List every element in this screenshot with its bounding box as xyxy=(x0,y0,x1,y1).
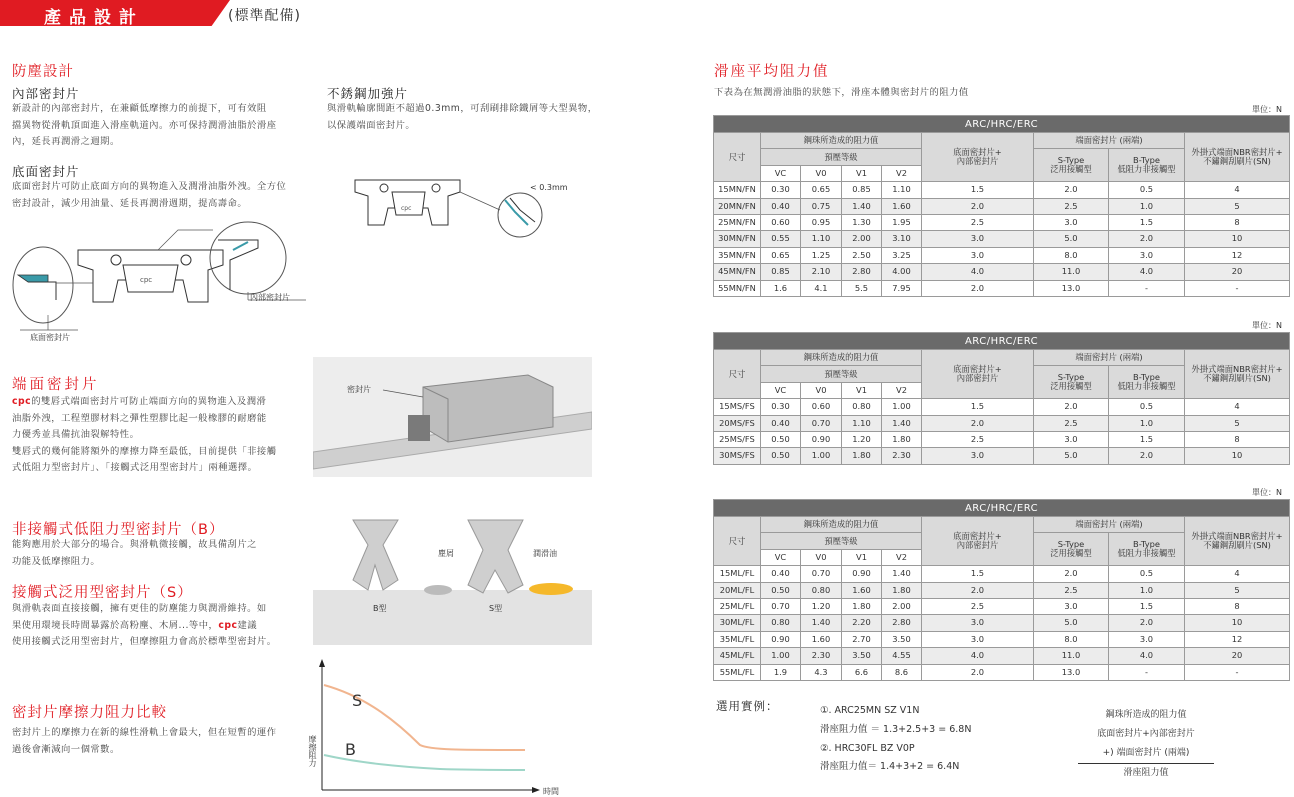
type-s-title: 接觸式泛用型密封片（S） xyxy=(12,585,193,601)
table-cell: 0.5 xyxy=(1109,566,1185,582)
steel-plate-text: 與滑軌輪廓間距不超過0.3mm，可刮刷排除鐵屑等大型異物， 以保護端面密封片。 xyxy=(327,103,598,131)
table-row xyxy=(714,431,1290,447)
example-2: ②. HRC30FL BZ V0P xyxy=(820,742,915,754)
table-row xyxy=(714,598,1290,614)
table-cell: 1.0 xyxy=(1109,198,1185,214)
table-cell: 2.0 xyxy=(922,280,1034,296)
formula-line-2: 底面密封片+內部密封片 xyxy=(1097,729,1195,739)
end-seal-title: 端面密封片 xyxy=(12,377,100,393)
table-cell: 2.5 xyxy=(922,598,1034,614)
table-cell: 0.90 xyxy=(761,631,801,647)
table-row xyxy=(714,247,1290,263)
table-cell: 0.50 xyxy=(761,448,801,464)
table-cell: 0.60 xyxy=(801,399,842,415)
table-cell: 5.0 xyxy=(1034,231,1109,247)
table-cell: 2.5 xyxy=(922,431,1034,447)
table-cell: 5 xyxy=(1185,198,1290,214)
table-cell: 1.9 xyxy=(761,664,801,680)
svg-text:cpc: cpc xyxy=(140,276,153,284)
v1-header: V1 xyxy=(842,382,882,398)
table-cell: 0.40 xyxy=(761,415,801,431)
table-cell: 2.0 xyxy=(1034,566,1109,582)
size-header: 尺寸 xyxy=(714,350,761,399)
table-cell: 4 xyxy=(1185,182,1290,198)
type-b-text: 能夠應用於大部分的場合。與滑軌微接觸，故具備刮片之 功能及低摩擦阻力。 xyxy=(12,539,257,567)
v0-header: V0 xyxy=(801,549,842,565)
table-cell: 3.0 xyxy=(1034,214,1109,230)
table-cell: 0.40 xyxy=(761,198,801,214)
v2-header: V2 xyxy=(882,165,922,181)
table-family-header: ARC/HRC/ERC xyxy=(714,116,1290,133)
table-cell: 1.40 xyxy=(842,198,882,214)
table-cell: 1.10 xyxy=(801,231,842,247)
preload-header: 預壓等級 xyxy=(761,533,922,549)
table-cell: 8.6 xyxy=(882,664,922,680)
resistance-table-1 xyxy=(713,115,1290,297)
seal-type-diagram xyxy=(313,515,592,645)
formula-line-1: 鋼珠所造成的阻力值 xyxy=(1105,710,1187,720)
table-row xyxy=(714,280,1290,296)
table-cell: 0.50 xyxy=(761,431,801,447)
table-cell: 11.0 xyxy=(1034,648,1109,664)
table-row xyxy=(714,566,1290,582)
vc-header: VC xyxy=(761,165,801,181)
unit-label-3: 單位：N xyxy=(1252,488,1282,497)
size-header: 尺寸 xyxy=(714,517,761,566)
external-seal-header: 外掛式端面NBR密封片+ 不鏽鋼刮刷片(SN) xyxy=(1185,350,1290,399)
page-title: 產品設計 xyxy=(44,8,144,28)
external-seal-header: 外掛式端面NBR密封片+ 不鏽鋼刮刷片(SN) xyxy=(1185,133,1290,182)
table-row xyxy=(714,399,1290,415)
resistance-title: 滑座平均阻力值 xyxy=(714,64,830,80)
table-cell: 20MS/FS xyxy=(714,415,761,431)
table-cell: 5.0 xyxy=(1034,448,1109,464)
table-cell: 3.10 xyxy=(882,231,922,247)
table-cell: 3.0 xyxy=(1109,631,1185,647)
table-cell: 1.0 xyxy=(1109,582,1185,598)
table-cell: 1.5 xyxy=(922,399,1034,415)
table-cell: 2.10 xyxy=(801,264,842,280)
cpc-brand-2: cpc xyxy=(218,619,238,631)
example-2-calc: 滑座阻力值＝ 1.4+3+2 = 6.4N xyxy=(820,761,960,773)
friction-xlabel: 時間 xyxy=(543,787,559,796)
table-cell: 0.30 xyxy=(761,182,801,198)
b-curve-label: B xyxy=(345,740,356,759)
end-seal-header: 端面密封片 (兩端) xyxy=(1034,517,1185,533)
preload-header: 預壓等級 xyxy=(761,366,922,382)
table-cell: 8 xyxy=(1185,598,1290,614)
table-cell: 25ML/FL xyxy=(714,598,761,614)
table-cell: 15ML/FL xyxy=(714,566,761,582)
example-1-calc: 滑座阻力值 ＝ 1.3+2.5+3 = 6.8N xyxy=(820,723,972,735)
preload-header: 預壓等級 xyxy=(761,149,922,165)
table-cell: 0.40 xyxy=(761,566,801,582)
table-cell: 1.95 xyxy=(882,214,922,230)
table-cell: 2.00 xyxy=(842,231,882,247)
seal-diagram xyxy=(8,220,308,345)
vc-header: VC xyxy=(761,549,801,565)
table-cell: 2.30 xyxy=(801,648,842,664)
table-cell: 15MS/FS xyxy=(714,399,761,415)
table-cell: 3.0 xyxy=(1034,598,1109,614)
gap-label: < 0.3mm xyxy=(530,183,568,192)
resistance-desc: 下表為在無潤滑油脂的狀態下，滑座本體與密封片的阻力值 xyxy=(714,87,969,98)
table-cell: 1.40 xyxy=(801,615,842,631)
table-cell: 3.0 xyxy=(1109,247,1185,263)
table-cell: 1.80 xyxy=(882,582,922,598)
table-cell: 2.80 xyxy=(882,615,922,631)
table-cell: 1.6 xyxy=(761,280,801,296)
table-cell: 1.80 xyxy=(882,431,922,447)
unit-label-2: 單位：N xyxy=(1252,321,1282,330)
end-seal-photo xyxy=(313,357,592,477)
b-type-header: B-Type 低阻力非接觸型 xyxy=(1109,366,1185,399)
v1-header: V1 xyxy=(842,549,882,565)
table-cell: 4.0 xyxy=(922,264,1034,280)
table-cell: 1.5 xyxy=(1109,598,1185,614)
table-cell: - xyxy=(1109,664,1185,680)
v0-header: V0 xyxy=(801,165,842,181)
table-cell: 1.20 xyxy=(801,598,842,614)
table-cell: 2.0 xyxy=(922,415,1034,431)
table-cell: 0.90 xyxy=(842,566,882,582)
table-cell: 1.40 xyxy=(882,566,922,582)
table-cell: 10 xyxy=(1185,448,1290,464)
table-cell: 1.60 xyxy=(842,582,882,598)
end-seal-header: 端面密封片 (兩端) xyxy=(1034,350,1185,366)
table-cell: 0.70 xyxy=(801,415,842,431)
table-cell: 20 xyxy=(1185,264,1290,280)
table-cell: 5 xyxy=(1185,582,1290,598)
formula-line-4: 滑座阻力值 xyxy=(1123,768,1169,778)
table-cell: 0.65 xyxy=(801,182,842,198)
dust-section-title: 防塵設計 xyxy=(12,64,74,80)
table-cell: 55MN/FN xyxy=(714,280,761,296)
b-type-label: B型 xyxy=(373,604,387,613)
table-cell: 0.50 xyxy=(761,582,801,598)
unit-label-1: 單位：N xyxy=(1252,105,1282,114)
table-cell: 13.0 xyxy=(1034,664,1109,680)
friction-title: 密封片摩擦力阻力比較 xyxy=(12,705,167,721)
table-cell: 35ML/FL xyxy=(714,631,761,647)
bottom-seal-label: 底面密封片 xyxy=(30,333,70,342)
table-row xyxy=(714,615,1290,631)
table-cell: 0.85 xyxy=(842,182,882,198)
table-row xyxy=(714,214,1290,230)
table-cell: 1.00 xyxy=(801,448,842,464)
table-cell: 8 xyxy=(1185,431,1290,447)
table-cell: 4.0 xyxy=(922,648,1034,664)
table-cell: 12 xyxy=(1185,631,1290,647)
table-row xyxy=(714,631,1290,647)
table-cell: 15MN/FN xyxy=(714,182,761,198)
table-cell: 1.5 xyxy=(922,182,1034,198)
table-cell: 20 xyxy=(1185,648,1290,664)
table-cell: - xyxy=(1109,280,1185,296)
table-cell: 8.0 xyxy=(1034,247,1109,263)
table-cell: 3.0 xyxy=(922,615,1034,631)
bottom-seal-text: 底面密封片可防止底面方向的異物進入及潤滑油脂外洩。全方位 密封設計，減少用油量、延長再潤滑週期，提高壽命。 xyxy=(12,181,287,209)
table-cell: 2.80 xyxy=(842,264,882,280)
table-cell: 2.50 xyxy=(842,247,882,263)
type-b-title: 非接觸式低阻力型密封片（B） xyxy=(12,522,225,538)
table-cell: 0.65 xyxy=(761,247,801,263)
friction-ylabel: 摩擦阻力 xyxy=(308,735,317,767)
table-cell: 2.0 xyxy=(922,664,1034,680)
table-cell: 3.0 xyxy=(922,231,1034,247)
bottom-seal-header: 底面密封片+ 內部密封片 xyxy=(922,133,1034,182)
ball-header: 鋼珠所造成的阻力值 xyxy=(761,350,922,366)
table-cell: 1.80 xyxy=(842,598,882,614)
table-cell: 0.70 xyxy=(801,566,842,582)
friction-chart xyxy=(310,655,550,795)
table-cell: 10 xyxy=(1185,231,1290,247)
table-cell: 5.5 xyxy=(842,280,882,296)
svg-text:cpc: cpc xyxy=(401,205,412,212)
table-cell: 4.00 xyxy=(882,264,922,280)
dust-label: 塵屑 xyxy=(438,549,454,558)
table-cell: 4 xyxy=(1185,566,1290,582)
steel-plate-diagram xyxy=(350,170,550,245)
table-row xyxy=(714,198,1290,214)
ball-header: 鋼珠所造成的阻力值 xyxy=(761,517,922,533)
example-list xyxy=(820,702,971,777)
table-cell: 2.30 xyxy=(882,448,922,464)
table-cell: 30MS/FS xyxy=(714,448,761,464)
table-cell: 10 xyxy=(1185,615,1290,631)
table-cell: 0.75 xyxy=(801,198,842,214)
table-row xyxy=(714,264,1290,280)
s-curve-label: S xyxy=(352,691,363,710)
table-cell: 0.55 xyxy=(761,231,801,247)
oil-label: 潤滑油 xyxy=(533,549,557,558)
table-cell: 8.0 xyxy=(1034,631,1109,647)
table-cell: 2.5 xyxy=(1034,198,1109,214)
table-cell: 3.50 xyxy=(882,631,922,647)
table-cell: 3.50 xyxy=(842,648,882,664)
table-cell: 2.0 xyxy=(1109,231,1185,247)
example-1: ①. ARC25MN SZ V1N xyxy=(820,705,920,716)
table-cell: 0.80 xyxy=(801,582,842,598)
table-cell: 0.5 xyxy=(1109,399,1185,415)
table-cell: 1.00 xyxy=(882,399,922,415)
table-row xyxy=(714,648,1290,664)
table-cell: 30MN/FN xyxy=(714,231,761,247)
table-cell: 4.1 xyxy=(801,280,842,296)
table-cell: 55ML/FL xyxy=(714,664,761,680)
table-cell: 2.0 xyxy=(1109,615,1185,631)
table-cell: 11.0 xyxy=(1034,264,1109,280)
page-subtitle: (標準配備) xyxy=(228,8,301,24)
table-cell: 1.60 xyxy=(801,631,842,647)
table-cell: 5.0 xyxy=(1034,615,1109,631)
table-cell: 1.25 xyxy=(801,247,842,263)
table-cell: - xyxy=(1185,664,1290,680)
table-cell: 45ML/FL xyxy=(714,648,761,664)
inner-seal-label: 內部密封片 xyxy=(250,293,290,302)
table-cell: 25MS/FS xyxy=(714,431,761,447)
table-cell: 2.5 xyxy=(1034,582,1109,598)
table-cell: 2.5 xyxy=(1034,415,1109,431)
formula-line-3: +) 端面密封片 (兩端) xyxy=(1078,744,1214,764)
table-cell: 3.0 xyxy=(922,247,1034,263)
table-cell: 6.6 xyxy=(842,664,882,680)
seal-photo-label: 密封片 xyxy=(347,385,371,394)
table-cell: 45MN/FN xyxy=(714,264,761,280)
table-cell: 1.0 xyxy=(1109,415,1185,431)
table-cell: 0.60 xyxy=(761,214,801,230)
table-cell: 1.80 xyxy=(842,448,882,464)
size-header: 尺寸 xyxy=(714,133,761,182)
v0-header: V0 xyxy=(801,382,842,398)
table-cell: 3.0 xyxy=(1034,431,1109,447)
end-seal-text: cpc的雙唇式端面密封片可防止端面方向的異物進入及潤滑 油脂外洩，工程塑膠材料之彈性塑膠比起一般橡膠的耐磨能 力優秀並具備抗油裂解特性。 雙唇式的幾何能將額外的摩擦力降至最低，目前提供「非接觸 式低阻力型密封片」、「接觸式泛用型密封片」兩種選擇。 xyxy=(12,396,277,473)
inner-seal-title: 內部密封片 xyxy=(12,86,80,101)
table-row xyxy=(714,664,1290,680)
table-cell: 1.5 xyxy=(1109,431,1185,447)
resistance-table-2 xyxy=(713,332,1290,465)
b-type-header: B-Type 低阻力非接觸型 xyxy=(1109,533,1185,566)
table-cell: 4 xyxy=(1185,399,1290,415)
cpc-brand-1: cpc xyxy=(12,396,32,407)
table-cell: 2.70 xyxy=(842,631,882,647)
table-cell: 0.85 xyxy=(761,264,801,280)
friction-text: 密封片上的摩擦力在新的線性滑軌上會最大，但在短暫的運作 過後會漸減向一個常數。 xyxy=(12,727,277,755)
bottom-seal-header: 底面密封片+ 內部密封片 xyxy=(922,350,1034,399)
table-cell: 2.5 xyxy=(922,214,1034,230)
table-cell: 1.10 xyxy=(882,182,922,198)
table-cell: 1.5 xyxy=(922,566,1034,582)
table-cell: 2.0 xyxy=(1109,448,1185,464)
table-cell: 7.95 xyxy=(882,280,922,296)
bottom-seal-header: 底面密封片+ 內部密封片 xyxy=(922,517,1034,566)
table-cell: 20MN/FN xyxy=(714,198,761,214)
v2-header: V2 xyxy=(882,549,922,565)
table-cell: 1.40 xyxy=(882,415,922,431)
table-cell: 4.3 xyxy=(801,664,842,680)
table-cell: 25MN/FN xyxy=(714,214,761,230)
table-cell: 2.0 xyxy=(1034,182,1109,198)
table-cell: 0.5 xyxy=(1109,182,1185,198)
steel-plate-title: 不銹鋼加強片 xyxy=(327,86,409,101)
b-type-header: B-Type 低阻力非接觸型 xyxy=(1109,149,1185,182)
table-cell: 12 xyxy=(1185,247,1290,263)
s-type-label: S型 xyxy=(489,604,503,613)
vc-header: VC xyxy=(761,382,801,398)
table-cell: 0.80 xyxy=(842,399,882,415)
table-cell: 4.55 xyxy=(882,648,922,664)
table-cell: 3.25 xyxy=(882,247,922,263)
ball-header: 鋼珠所造成的阻力值 xyxy=(761,133,922,149)
formula-block xyxy=(1078,706,1214,783)
table-cell: 0.90 xyxy=(801,431,842,447)
table-cell: 30ML/FL xyxy=(714,615,761,631)
end-seal-header: 端面密封片 (兩端) xyxy=(1034,133,1185,149)
table-cell: 20ML/FL xyxy=(714,582,761,598)
table-cell: 1.5 xyxy=(1109,214,1185,230)
s-type-header: S-Type 泛用接觸型 xyxy=(1034,533,1109,566)
table-cell: 1.60 xyxy=(882,198,922,214)
example-title: 選用實例： xyxy=(716,699,779,713)
table-family-header: ARC/HRC/ERC xyxy=(714,500,1290,517)
v1-header: V1 xyxy=(842,165,882,181)
s-type-header: S-Type 泛用接觸型 xyxy=(1034,149,1109,182)
table-row xyxy=(714,415,1290,431)
table-cell: 0.70 xyxy=(761,598,801,614)
table-cell: 1.20 xyxy=(842,431,882,447)
type-s-text: 與滑軌表面直接接觸，擁有更佳的防塵能力與潤滑維持。如 果使用環境長時間暴露於高粉塵、木屑...等中，cpc建議 使用接觸式泛用型密封片，但摩擦阻力會高於標準型密封片。 xyxy=(12,603,277,647)
s-type-header: S-Type 泛用接觸型 xyxy=(1034,366,1109,399)
table-row xyxy=(714,582,1290,598)
resistance-table-3 xyxy=(713,499,1290,681)
table-cell: 2.0 xyxy=(922,198,1034,214)
external-seal-header: 外掛式端面NBR密封片+ 不鏽鋼刮刷片(SN) xyxy=(1185,517,1290,566)
table-row xyxy=(714,231,1290,247)
inner-seal-text: 新設計的內部密封片，在兼顧低摩擦力的前提下，可有效阻 擋異物從滑軌頂面進入滑座軌道內。亦可保持潤滑油脂於滑座 內，延長再潤滑之週期。 xyxy=(12,103,277,147)
table-cell: 2.0 xyxy=(1034,399,1109,415)
table-cell: 13.0 xyxy=(1034,280,1109,296)
table-cell: 2.20 xyxy=(842,615,882,631)
table-family-header: ARC/HRC/ERC xyxy=(714,333,1290,350)
table-cell: 3.0 xyxy=(922,631,1034,647)
table-cell: 1.00 xyxy=(761,648,801,664)
table-cell: - xyxy=(1185,280,1290,296)
table-cell: 4.0 xyxy=(1109,264,1185,280)
table-row xyxy=(714,182,1290,198)
table-cell: 1.10 xyxy=(842,415,882,431)
v2-header: V2 xyxy=(882,382,922,398)
table-cell: 0.30 xyxy=(761,399,801,415)
table-cell: 0.95 xyxy=(801,214,842,230)
table-cell: 8 xyxy=(1185,214,1290,230)
table-cell: 35MN/FN xyxy=(714,247,761,263)
table-cell: 1.30 xyxy=(842,214,882,230)
table-cell: 3.0 xyxy=(922,448,1034,464)
table-cell: 5 xyxy=(1185,415,1290,431)
table-cell: 2.0 xyxy=(922,582,1034,598)
table-cell: 2.00 xyxy=(882,598,922,614)
table-cell: 0.80 xyxy=(761,615,801,631)
bottom-seal-title: 底面密封片 xyxy=(12,164,80,179)
table-row xyxy=(714,448,1290,464)
table-cell: 4.0 xyxy=(1109,648,1185,664)
